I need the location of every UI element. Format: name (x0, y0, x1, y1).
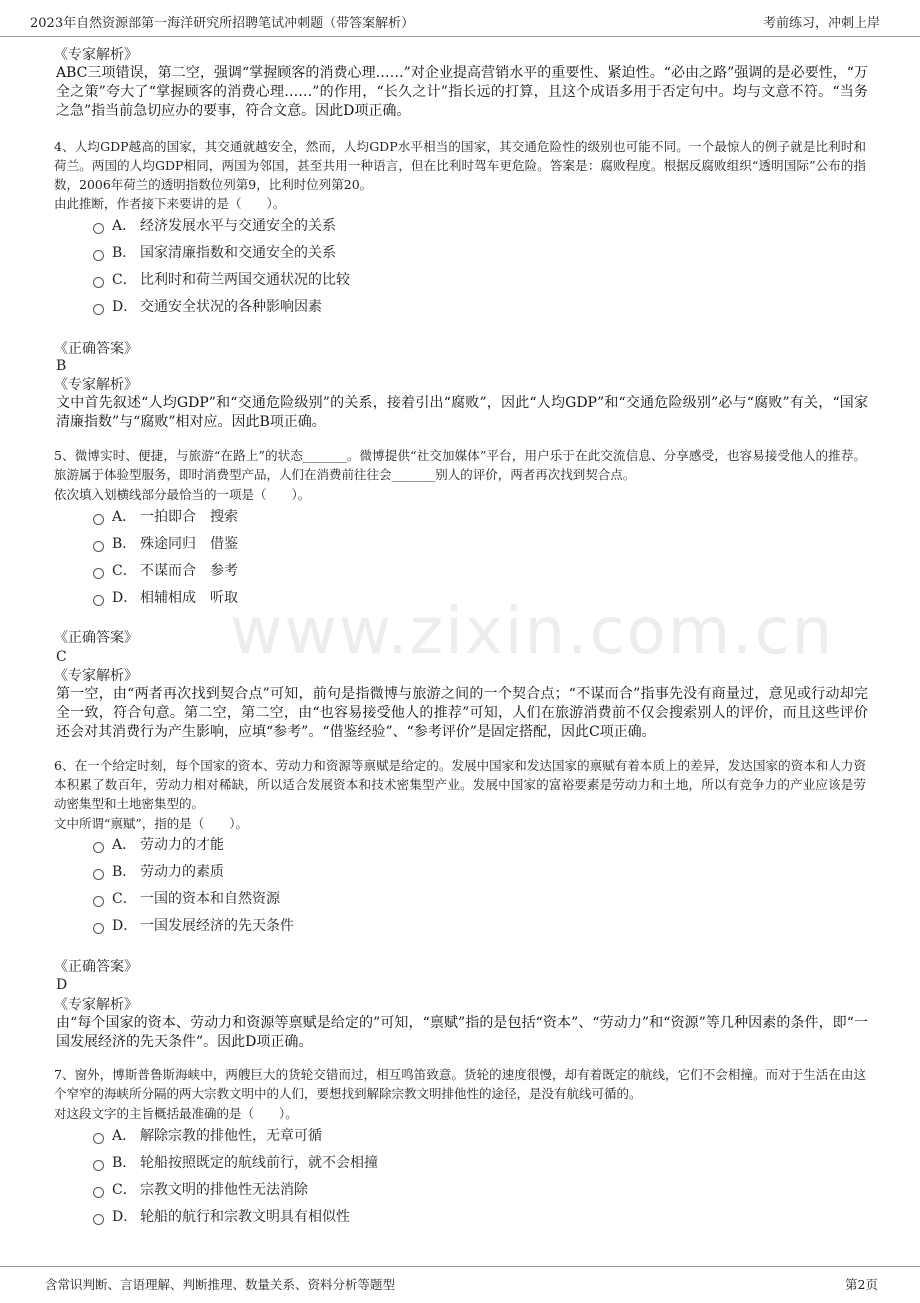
radio-icon[interactable] (93, 1214, 104, 1225)
question-5-stem: 5、微博实时、便捷，与旅游“在路上”的状态_______。微博提供“社交加媒体”平台，用户乐于在此交流信息、分享感受，也容易接受他人的推荐。旅游属于体验型服务，即时消费型产品，人们在消费前往往会_______别人的评价，两者再次找到契合点。 (54, 448, 866, 482)
question-6-option-c[interactable]: C． 一国的资本和自然资源 (93, 888, 280, 910)
question-7-stem: 7、窗外，博斯普鲁斯海峡中，两艘巨大的货轮交错而过，相互鸣笛致意。货轮的速度很慢，却有着既定的航线，它们不会相撞。而对于生活在由这个窄窄的海峡所分隔的两大宗教文明中的人们，要想找到解除宗教文明排他性的途径，是没有航线可循的。 (54, 1067, 866, 1101)
question-5-option-a[interactable]: A． 一拍即合 搜索 (93, 506, 238, 528)
radio-icon[interactable] (93, 1187, 104, 1198)
question-6-option-d[interactable]: D． 一国发展经济的先天条件 (93, 915, 294, 937)
question-5-ask: 依次填入划横线部分最恰当的一项是（ ）。 (54, 487, 311, 502)
radio-icon[interactable] (93, 304, 104, 315)
document-title: 2023年自然资源部第一海洋研究所招聘笔试冲刺题（带答案解析） (30, 16, 415, 31)
radio-icon[interactable] (93, 896, 104, 907)
question-6-answer: D (56, 977, 68, 993)
expert-analysis-label: 《专家解析》 (54, 997, 138, 1013)
footer-categories: 含常识判断、言语理解、判断推理、数量关系、资料分析等题型 (45, 1277, 396, 1292)
question-7-option-a[interactable]: A． 解除宗教的排他性，无章可循 (93, 1125, 322, 1147)
question-6-option-a[interactable]: A． 劳动力的才能 (93, 834, 224, 856)
question-6-stem: 6、在一个给定时刻，每个国家的资本、劳动力和资源等禀赋是给定的。发展中国家和发达国家的禀赋有着本质上的差异，发达国家的资本和人力资本积累了数百年，劳动力相对稀缺，所以适合发展资本和技术密集型产业。发展中国家的富裕要素是劳动力和土地，所以有竞争力的产业应该是劳动密集型和土地密集型的。 (54, 758, 866, 811)
radio-icon[interactable] (93, 250, 104, 261)
question-4-option-d[interactable]: D． 交通安全状况的各种影响因素 (93, 296, 322, 318)
question-5-analysis: 第一空，由“两者再次找到契合点”可知，前句是指微博与旅游之间的一个契合点；“不谋而合”指事先没有商量过，意见或行动却完全一致，符合句意。第二空，第二空，由“也容易接受他人的推荐”可知，人们在旅游消费前不仅会搜索别人的评价，而且这些评价还会对其消费行为产生影响，应填“参考”。“借鉴经验”、“参考评价”是固定搭配，因此C项正确。 (56, 686, 868, 740)
expert-analysis-label: 《专家解析》 (54, 47, 138, 63)
page-footer (0, 1266, 920, 1303)
radio-icon[interactable] (93, 842, 104, 853)
question-4-analysis: 文中首先叙述“人均GDP”和“交通危险级别”的关系，接着引出“腐败”，因此“人均GDP”和“交通危险级别”必与“腐败”有关，“国家清廉指数”与“腐败”相对应。因此B项正确。 (56, 395, 868, 430)
question-7-option-d[interactable]: D． 轮船的航行和宗教文明具有相似性 (93, 1206, 350, 1228)
expert-analysis-label: 《专家解析》 (54, 377, 138, 393)
question-5-option-d[interactable]: D． 相辅相成 听取 (93, 587, 238, 609)
radio-icon[interactable] (93, 1160, 104, 1171)
question-7-option-c[interactable]: C． 宗教文明的排他性无法消除 (93, 1179, 308, 1201)
header-slogan: 考前练习，冲刺上岸 (762, 16, 880, 31)
correct-answer-label: 《正确答案》 (54, 341, 138, 357)
question-4-stem: 4、人均GDP越高的国家，其交通就越安全，然而，人均GDP水平相当的国家，其交通危险性的级别也可能不同。一个最惊人的例子就是比利时和荷兰。两国的人均GDP相同，两国为邻国，甚至共用一种语言，但在比利时驾车更危险。答案是：腐败程度。根据反腐败组织“透明国际”公布的指数，2006年荷兰的透明指数位列第9，比利时位列第20。 (54, 139, 866, 192)
radio-icon[interactable] (93, 1133, 104, 1144)
radio-icon[interactable] (93, 869, 104, 880)
prev-analysis-text: ABC三项错误，第二空，强调“掌握顾客的消费心理……”对企业提高营销水平的重要性、紧迫性。“必由之路”强调的是必要性，“万全之策”夸大了“掌握顾客的消费心理……”的作用，“长久之计”指长远的打算，且这个成语多用于否定句中。均与文意不符。“当务之急”指当前急切应办的要事，符合文意。因此D项正确。 (56, 65, 868, 119)
radio-icon[interactable] (93, 923, 104, 934)
radio-icon[interactable] (93, 514, 104, 525)
question-5-option-b[interactable]: B． 殊途同归 借鉴 (93, 533, 238, 555)
question-7-option-b[interactable]: B． 轮船按照既定的航线前行，就不会相撞 (93, 1152, 378, 1174)
question-4-option-c[interactable]: C． 比利时和荷兰两国交通状况的比较 (93, 269, 350, 291)
expert-analysis-label: 《专家解析》 (54, 668, 138, 684)
radio-icon[interactable] (93, 223, 104, 234)
question-4-ask: 由此推断，作者接下来要讲的是（ ）。 (54, 196, 286, 211)
radio-icon[interactable] (93, 277, 104, 288)
radio-icon[interactable] (93, 595, 104, 606)
radio-icon[interactable] (93, 541, 104, 552)
question-6-ask: 文中所谓“禀赋”，指的是（ ）。 (54, 816, 249, 831)
question-6-option-b[interactable]: B． 劳动力的素质 (93, 861, 224, 883)
page-header (0, 0, 920, 37)
question-5-answer: C (56, 649, 67, 665)
question-6-analysis: 由“每个国家的资本、劳动力和资源等禀赋是给定的”可知，“禀赋”指的是包括“资本”、“劳动力”和“资源”等几种因素的条件，即“一国发展经济的先天条件”。因此D项正确。 (56, 1015, 868, 1050)
question-5-option-c[interactable]: C． 不谋而合 参考 (93, 560, 238, 582)
page-number: 第2页 (845, 1277, 878, 1292)
question-7-ask: 对这段文字的主旨概括最准确的是（ ）。 (54, 1106, 298, 1121)
question-4-answer: B (56, 358, 67, 374)
watermark: www.zixin.com.cn (230, 595, 835, 669)
question-4-option-b[interactable]: B． 国家清廉指数和交通安全的关系 (93, 242, 336, 264)
correct-answer-label: 《正确答案》 (54, 959, 138, 975)
question-4-option-a[interactable]: A． 经济发展水平与交通安全的关系 (93, 215, 336, 237)
correct-answer-label: 《正确答案》 (54, 630, 138, 646)
radio-icon[interactable] (93, 568, 104, 579)
